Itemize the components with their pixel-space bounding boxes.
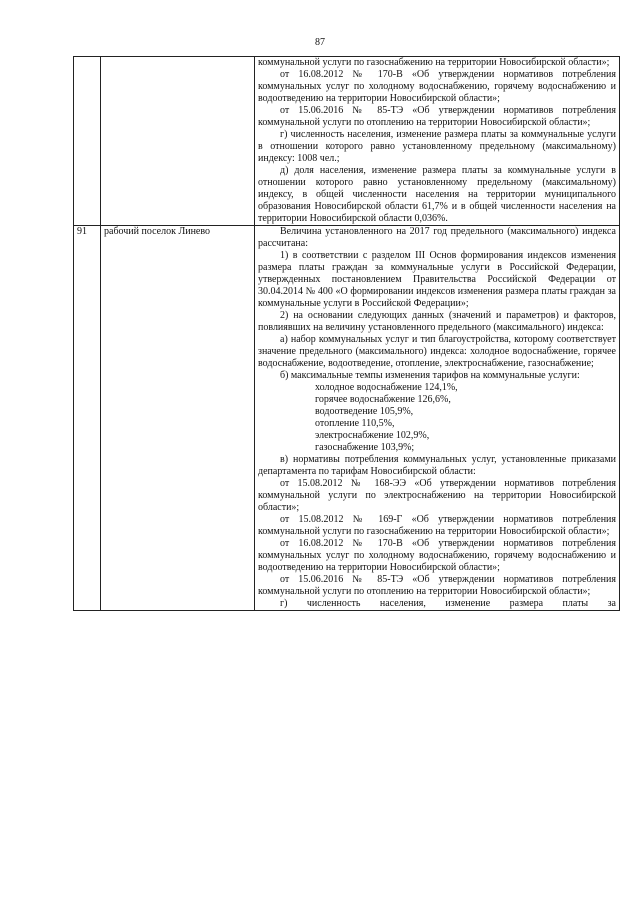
row-number: 91 bbox=[74, 226, 101, 611]
paragraph: а) набор коммунальных услуг и тип благоустройства, которому соответствует значение предельного (максимального) индекса: холодное водоснабжение, горячее водоснабжение, водоотведение, отопление, электроснабжение, газоснабжение; bbox=[258, 334, 616, 369]
paragraph: в) нормативы потребления коммунальных услуг, установленные приказами департамента по тарифам Новосибирской области: bbox=[258, 454, 616, 477]
paragraph: от 15.08.2012 № 169-Г «Об утверждении нормативов потребления коммунальной услуги по газоснабжению на территории Новосибирской области»; bbox=[258, 514, 616, 537]
list-item: газоснабжение 103,9%; bbox=[315, 442, 415, 453]
page-number: 87 bbox=[315, 37, 325, 48]
paragraph: от 15.06.2016 № 85-ТЭ «Об утверждении нормативов потребления коммунальной услуги по отоплению на территории Новосибирской области»; bbox=[258, 105, 616, 128]
table-row-continued bbox=[74, 57, 620, 226]
cell-name-empty bbox=[101, 57, 255, 226]
paragraph: от 16.08.2012 № 170-В «Об утверждении нормативов потребления коммунальных услуг по холодному водоснабжению, горячему водоснабжению и водоотведению на территории Новосибирской области»; bbox=[258, 69, 616, 104]
list-item: горячее водоснабжение 126,6%, bbox=[315, 394, 451, 405]
paragraph: от 15.06.2016 № 85-ТЭ «Об утверждении нормативов потребления коммунальной услуги по отоплению на территории Новосибирской области»; bbox=[258, 574, 616, 597]
table-row-91 bbox=[74, 226, 620, 611]
tariff-list bbox=[258, 382, 616, 454]
paragraph: от 16.08.2012 № 170-В «Об утверждении нормативов потребления коммунальных услуг по холодному водоснабжению, горячему водоснабжению и водоотведению на территории Новосибирской области»; bbox=[258, 538, 616, 573]
document-table bbox=[73, 56, 620, 611]
paragraph: б) максимальные темпы изменения тарифов на коммунальные услуги: bbox=[280, 370, 580, 381]
paragraph-intro: Величина установленного на 2017 год предельного (максимального) индекса рассчитана: bbox=[258, 226, 616, 249]
cell-number-empty bbox=[74, 57, 101, 226]
list-item: водоотведение 105,9%, bbox=[315, 406, 414, 417]
paragraph: д) доля населения, изменение размера платы за коммунальные услуги в отношении которого равно установленному предельному (максимальному) индексу, в общей численности населения на территории муниципального образования Новосибирской области 61,7% и в общей численности населения на территории Новосибирской области 0,036%. bbox=[258, 165, 616, 224]
cell-description bbox=[255, 57, 620, 226]
paragraph: 2) на основании следующих данных (значений и параметров) и факторов, повлиявших на величину установленного предельного (максимального) индекса: bbox=[258, 310, 616, 333]
settlement-name: рабочий поселок Линево bbox=[101, 226, 255, 611]
cell-description bbox=[255, 226, 620, 611]
paragraph: коммунальной услуги по газоснабжению на территории Новосибирской области»; bbox=[258, 57, 610, 68]
paragraph: от 15.08.2012 № 168-ЭЭ «Об утверждении нормативов потребления коммунальной услуги по электроснабжению на территории Новосибирской области»; bbox=[258, 478, 616, 513]
paragraph: г) численность населения, изменение размера платы за bbox=[280, 598, 616, 609]
list-item: электроснабжение 102,9%, bbox=[315, 430, 430, 441]
list-item: холодное водоснабжение 124,1%, bbox=[315, 382, 458, 393]
paragraph: г) численность населения, изменение размера платы за коммунальные услуги в отношении которого равно установленному предельному (максимальному) индексу: 1008 чел.; bbox=[258, 129, 616, 164]
list-item: отопление 110,5%, bbox=[315, 418, 395, 429]
paragraph: 1) в соответствии с разделом III Основ формирования индексов изменения размера платы граждан за коммунальные услуги в Российской Федерации, утвержденных постановлением Правительства Российской Федерации от 30.04.2014 № 400 «О формировании индексов изменения размера платы граждан за коммунальные услуги в Российской Федерации»; bbox=[258, 250, 616, 309]
